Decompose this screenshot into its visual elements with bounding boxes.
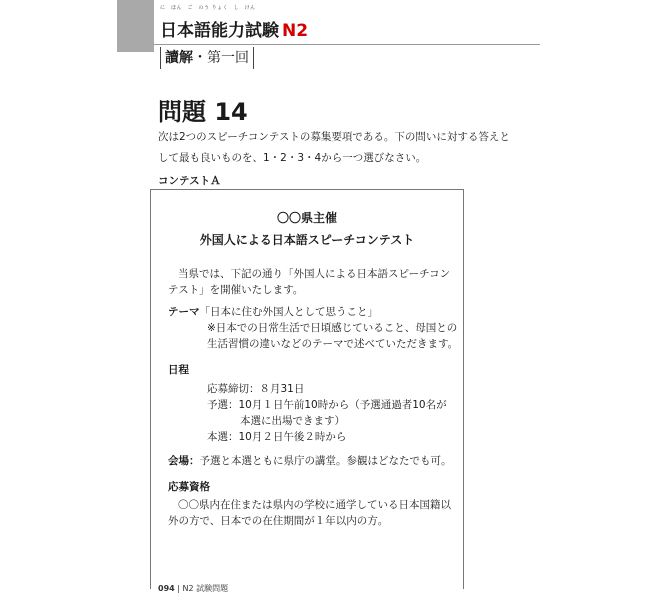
theme-row (168, 304, 378, 320)
instruction-line-1: 次は2つのスピーチコンテストの募集要項である。下の問いに対する答えと (158, 131, 510, 143)
page-footer (158, 583, 228, 594)
level-badge: N2 (282, 21, 309, 41)
header-gray-tab (117, 0, 154, 52)
schedule-final: 本選：10月２日午後２時から (207, 431, 347, 443)
intro-line-1: 当県では、下記の通り「外国人による日本語スピーチコン (178, 268, 451, 280)
qualification-line-2: 外の方で、日本での在住期間が１年以内の方。 (168, 515, 389, 527)
venue-value: 予選と本選ともに県庁の講堂。参観はどなたでも可。 (199, 455, 452, 467)
contest-frame (150, 189, 464, 589)
book-title (160, 16, 308, 41)
theme-note-2: 生活習慣の違いなどのテーマで述べていただきます。 (207, 338, 459, 350)
qualification-label: 応募資格 (168, 481, 210, 493)
question-title: 問題 14 (158, 98, 248, 126)
contest-organizer: 〇〇県主催 (276, 211, 337, 225)
header-rule (154, 44, 540, 45)
schedule-deadline: 応募締切：８月31日 (207, 383, 305, 395)
footer-separator: | (177, 584, 180, 593)
title-furigana: に ほん ご のう りょく し けん (160, 5, 256, 11)
venue-label: 会場： (168, 455, 200, 467)
venue-row (168, 453, 452, 469)
instruction-line-2: して最も良いものを、1・2・3・4から一つ選びなさい。 (158, 152, 427, 164)
qualification-line-1: 〇〇県内在住または県内の学校に通学している日本国籍以 (178, 499, 451, 511)
schedule-prelim: 予選：10月１日午前10時から（予選通過者10名が (207, 399, 447, 411)
section-label (160, 47, 254, 69)
intro-line-2: テスト」を開催いたします。 (168, 284, 304, 296)
book-title-text: 日本語能力試験 (160, 21, 279, 41)
contest-title: 外国人による日本語スピーチコンテスト (199, 233, 415, 247)
page-number: 094 (158, 584, 175, 593)
question-instructions (158, 127, 513, 169)
contest-label: コンテストＡ (158, 175, 221, 187)
theme-value: 「日本に住む外国人として思うこと」 (199, 306, 378, 318)
schedule-prelim-note: 本選に出場できます） (240, 415, 345, 427)
theme-note-1: ※日本での日常生活で日頃感じていること、母国との (207, 322, 458, 334)
schedule-label: 日程 (168, 364, 189, 376)
section-label-bold: 讀解 (165, 50, 193, 66)
theme-label: テーマ (168, 306, 200, 318)
footer-text: N2 試験問題 (182, 584, 229, 593)
section-label-rest: ・第一回 (193, 50, 249, 66)
